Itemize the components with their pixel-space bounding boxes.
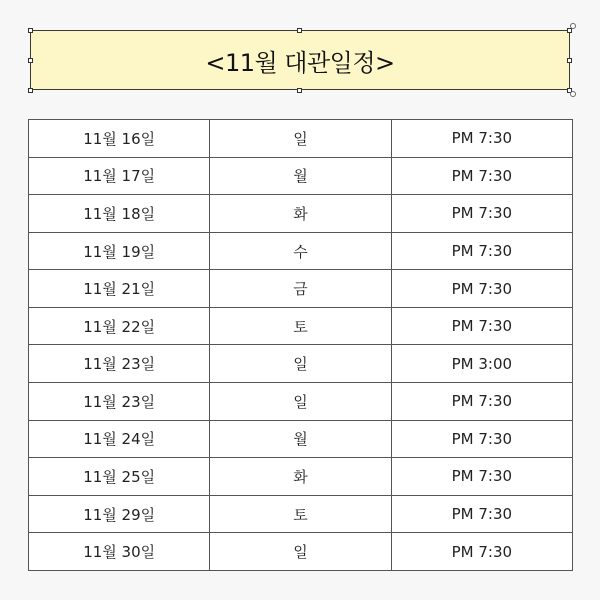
time-cell: PM 7:30 [391, 232, 572, 270]
table-row [29, 195, 573, 233]
day-cell: 수 [210, 232, 391, 270]
day-cell: 일 [210, 345, 391, 383]
day-cell: 토 [210, 307, 391, 345]
day-cell: 금 [210, 270, 391, 308]
day-cell: 월 [210, 420, 391, 458]
day-cell: 토 [210, 495, 391, 533]
time-cell: PM 7:30 [391, 420, 572, 458]
resize-handle-middle-left[interactable] [28, 58, 33, 63]
date-cell: 11월 23일 [29, 383, 210, 421]
day-cell: 일 [210, 120, 391, 158]
date-cell: 11월 18일 [29, 195, 210, 233]
date-cell: 11월 21일 [29, 270, 210, 308]
resize-handle-middle-right[interactable] [567, 58, 572, 63]
table-row [29, 345, 573, 383]
day-cell: 일 [210, 533, 391, 571]
table-row [29, 307, 573, 345]
day-cell: 일 [210, 383, 391, 421]
date-cell: 11월 24일 [29, 420, 210, 458]
date-cell: 11월 29일 [29, 495, 210, 533]
time-cell: PM 7:30 [391, 383, 572, 421]
time-cell: PM 7:30 [391, 458, 572, 496]
date-cell: 11월 23일 [29, 345, 210, 383]
table-row [29, 383, 573, 421]
time-cell: PM 7:30 [391, 270, 572, 308]
date-cell: 11월 16일 [29, 120, 210, 158]
date-cell: 11월 25일 [29, 458, 210, 496]
table-row [29, 420, 573, 458]
time-cell: PM 7:30 [391, 157, 572, 195]
resize-handle-bottom-left[interactable] [28, 88, 33, 93]
date-cell: 11월 22일 [29, 307, 210, 345]
date-cell: 11월 19일 [29, 232, 210, 270]
table-row [29, 232, 573, 270]
rotate-handle-top-right[interactable] [570, 23, 576, 29]
day-cell: 화 [210, 195, 391, 233]
table-row [29, 157, 573, 195]
resize-handle-bottom-center[interactable] [297, 88, 302, 93]
time-cell: PM 7:30 [391, 495, 572, 533]
day-cell: 화 [210, 458, 391, 496]
time-cell: PM 7:30 [391, 533, 572, 571]
time-cell: PM 7:30 [391, 195, 572, 233]
schedule-table [28, 119, 573, 571]
time-cell: PM 3:00 [391, 345, 572, 383]
table-row [29, 458, 573, 496]
page-title: <11월 대관일정> [205, 48, 395, 77]
date-cell: 11월 17일 [29, 157, 210, 195]
time-cell: PM 7:30 [391, 307, 572, 345]
time-cell: PM 7:30 [391, 120, 572, 158]
resize-handle-top-center[interactable] [297, 28, 302, 33]
table-row [29, 495, 573, 533]
title-text-box[interactable] [30, 30, 570, 90]
table-row [29, 270, 573, 308]
rotate-handle-bottom-right[interactable] [570, 91, 576, 97]
day-cell: 월 [210, 157, 391, 195]
date-cell: 11월 30일 [29, 533, 210, 571]
resize-handle-top-left[interactable] [28, 28, 33, 33]
table-row [29, 533, 573, 571]
table-row [29, 120, 573, 158]
